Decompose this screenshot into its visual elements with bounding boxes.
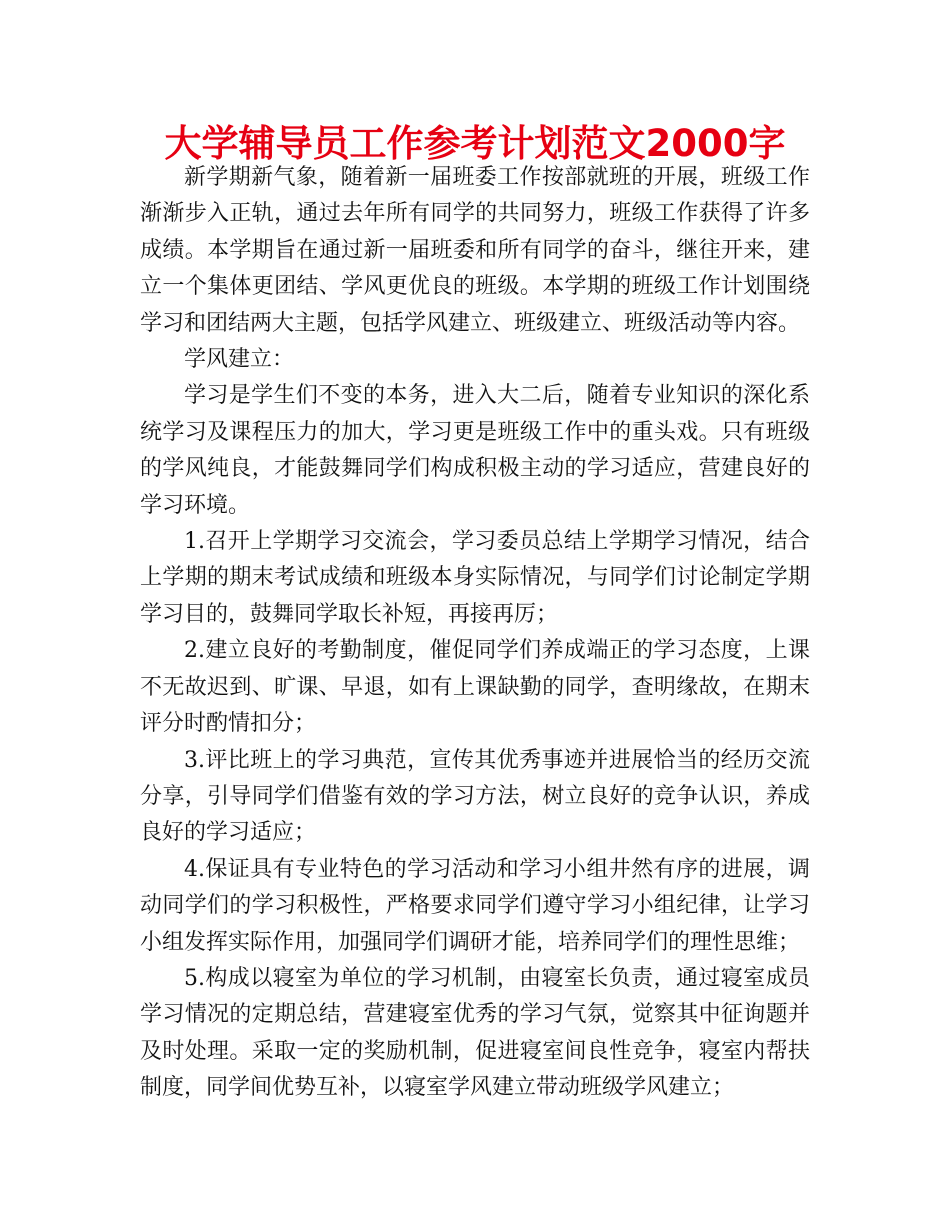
list-item-4: 4.保证具有专业特色的学习活动和学习小组井然有序的进展，调动同学们的学习积极性，严格要求同学们遵守学习小组纪律，让学习小组发挥实际作用，加强同学们调研才能，培养同学们的理性思维； [140, 856, 810, 955]
list-item-1: 1.召开上学期学习交流会，学习委员总结上学期学习情况，结合上学期的期末考试成绩和班级本身实际情况，与同学们讨论制定学期学习目的，鼓舞同学取长补短，再接再厉； [140, 529, 810, 627]
list-item-2: 2.建立良好的考勤制度，催促同学们养成端正的学习态度，上课不无故迟到、旷课、早退，如有上课缺勤的同学，查明缘故，在期末评分时酌情扣分； [140, 638, 810, 737]
list-item-3: 3.评比班上的学习典范，宣传其优秀事迹并进展恰当的经历交流分享，引导同学们借鉴有效的学习方法，树立良好的竞争认识，养成良好的学习适应； [140, 747, 810, 846]
section-heading-study-style: 学风建立： [184, 347, 295, 373]
paragraph-intro: 新学期新气象，随着新一届班委工作按部就班的开展，班级工作渐渐步入正轨，通过去年所有同学的共同努力，班级工作获得了许多成绩。本学期旨在通过新一届班委和所有同学的奋斗，继往开来，建立一个集体更团结、学风更优良的班级。本学期的班级工作计划围绕学习和团结两大主题，包括学风建立、班级建立、班级活动等内容。 [140, 165, 810, 336]
document-title: 大学辅导员工作参考计划范文2000字 [164, 122, 786, 165]
paragraph-study-style: 学习是学生们不变的本务，进入大二后，随着专业知识的深化系统学习及课程压力的加大，学习更是班级工作中的重头戏。只有班级的学风纯良，才能鼓舞同学们构成积极主动的学习适应，营建良好的学习环境。 [140, 383, 810, 518]
document-body [140, 160, 810, 1107]
list-item-5: 5.构成以寝室为单位的学习机制，由寝室长负责，通过寝室成员学习情况的定期总结，营建寝室优秀的学习气氛，觉察其中征询题并及时处理。采取一定的奖励机制，促进寝室间良性竞争，寝室内帮扶制度，同学间优势互补，以寝室学风建立带动班级学风建立； [140, 965, 810, 1101]
